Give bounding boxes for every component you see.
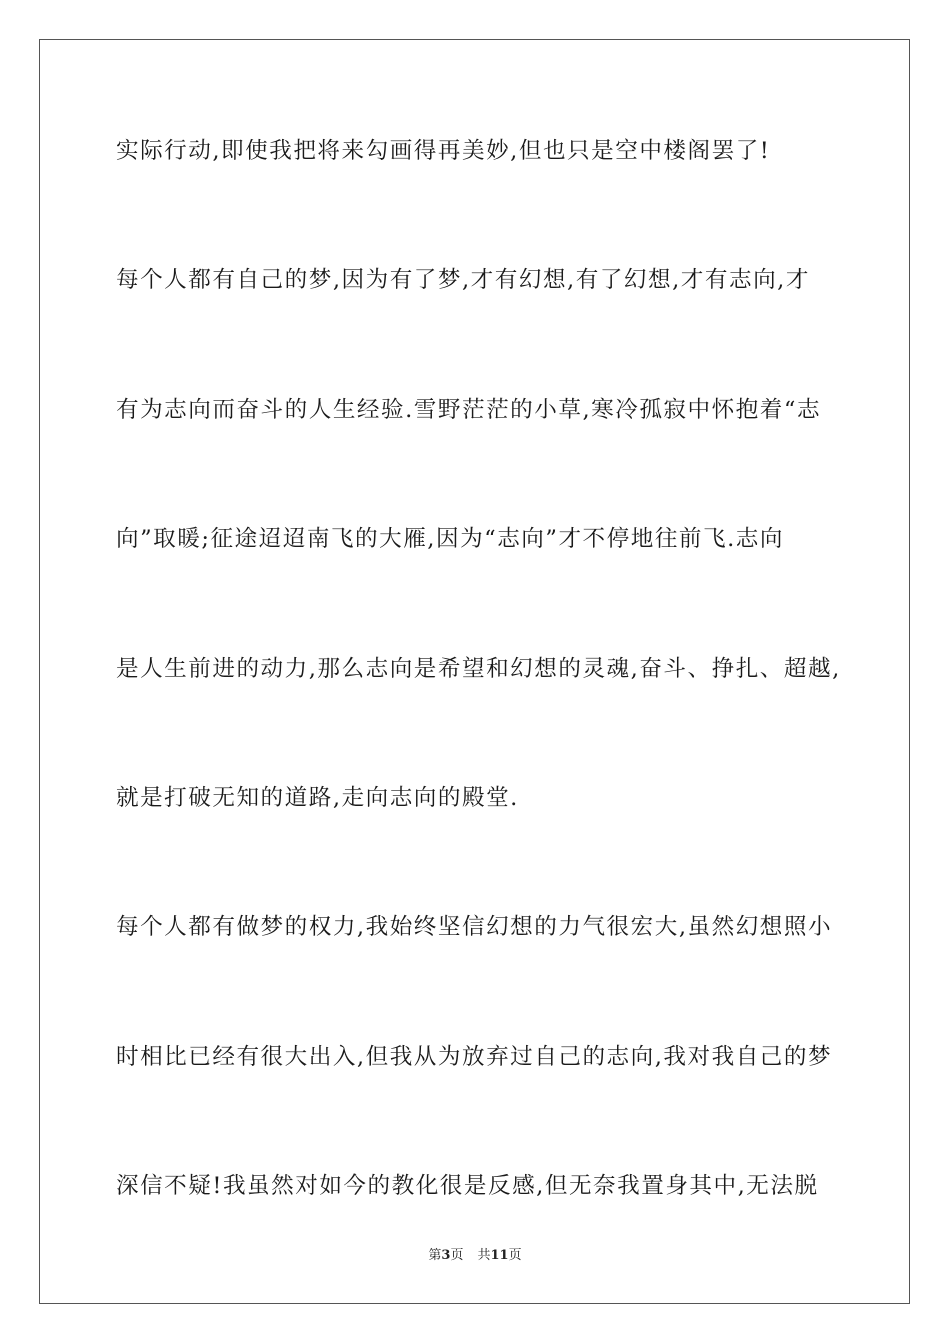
- text-line: 就是打破无知的道路,走向志向的殿堂.: [116, 784, 519, 811]
- page-footer: [0, 1244, 950, 1263]
- text-line: 每个人都有自己的梦,因为有了梦,才有幻想,有了幻想,才有志向,才: [116, 267, 810, 294]
- text-line: 实际行动,即使我把将来勾画得再美妙,但也只是空中楼阁罢了!: [116, 138, 771, 164]
- total-label-suffix: 页: [508, 1248, 522, 1263]
- page-label-suffix: 页: [450, 1248, 464, 1263]
- total-pages: 11: [490, 1248, 509, 1263]
- page-label-prefix: 第: [428, 1248, 442, 1263]
- text-line: 有为志向而奋斗的人生经验.雪野茫茫的小草,寒冷孤寂中怀抱着“志: [116, 396, 822, 423]
- text-line: 时相比已经有很大出入,但我从为放弃过自己的志向,我对我自己的梦: [116, 1043, 833, 1070]
- text-line: 向”取暖;征途迢迢南飞的大雁,因为“志向”才不停地往前飞.志向: [116, 526, 784, 553]
- text-line: 每个人都有做梦的权力,我始终坚信幻想的力气很宏大,虽然幻想照小: [116, 914, 833, 941]
- total-label-prefix: 共: [477, 1248, 491, 1263]
- document-body: [116, 126, 856, 1291]
- page-number: 3: [441, 1248, 451, 1263]
- text-line: 深信不疑!我虽然对如今的教化很是反感,但无奈我置身其中,无法脱: [116, 1173, 819, 1200]
- text-line: 是人生前进的动力,那么志向是希望和幻想的灵魂,奋斗、挣扎、超越,: [116, 655, 841, 682]
